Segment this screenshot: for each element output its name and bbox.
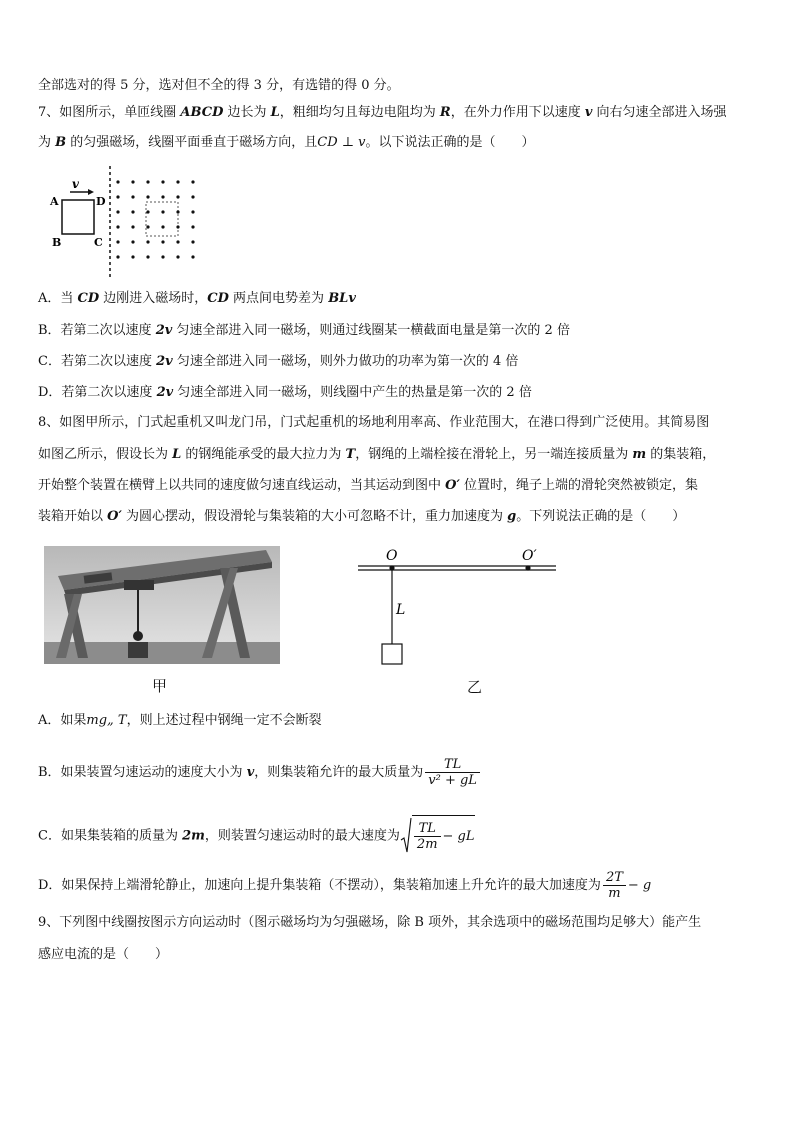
field-dot	[161, 195, 164, 198]
q7-fig-label-A: A	[50, 195, 59, 208]
q8-stem-line2: 如图乙所示，假设长为 L 的钢绳能承受的最大拉力为 T，钢绳的上端栓接在滑轮上，另一端连接质量为 m 的集装箱，	[38, 447, 716, 462]
field-dot	[146, 240, 149, 243]
q8-option-d: D．如果保持上端滑轮静止，加速向上提升集装箱（不摆动），集装箱加速上升允许的最大加速度为 $\frac{2T}{m}$ − g	[38, 870, 652, 901]
field-dot	[116, 255, 119, 258]
label-L: L	[396, 602, 406, 618]
q7-option-a: A．当 CD 边刚进入磁场时，CD 两点间电势差为 BLv	[38, 291, 356, 306]
q7-fig-label-D: D	[96, 195, 106, 208]
label-O-prime: O′	[522, 548, 537, 564]
q8-option-b-fraction: $\frac{TL}{\text{v² + gL}}$	[425, 757, 480, 788]
label-O: O	[386, 548, 398, 564]
magnetic-field-dots	[116, 180, 194, 258]
container-box	[382, 644, 402, 664]
field-dot	[146, 180, 149, 183]
field-dot	[176, 195, 179, 198]
field-dot	[161, 210, 164, 213]
field-dot	[131, 195, 134, 198]
field-dot	[176, 240, 179, 243]
coil-square	[62, 200, 94, 234]
pendulum-diagram	[352, 544, 560, 670]
coil-final-position	[146, 202, 178, 236]
q7-stem-line2: 为 B 的匀强磁场，线圈平面垂直于磁场方向，且CD ⊥ v。以下说法正确的是（ ）	[38, 135, 535, 150]
field-dot	[161, 180, 164, 183]
pulley-O-prime	[525, 565, 530, 570]
q9-stem-line2: 感应电流的是（ ）	[38, 947, 169, 962]
field-dot	[131, 240, 134, 243]
field-dot	[176, 180, 179, 183]
q7-stem-line1: 7、如图所示，单匝线圈 ABCD 边长为 L，粗细均匀且每边电阻均为 R，在外力作用下以速度 v 向右匀速全部进入场强	[38, 105, 727, 120]
field-dot	[191, 255, 194, 258]
field-dot	[116, 225, 119, 228]
q8-option-d-fraction: $\frac{2T}{m}$	[603, 870, 626, 901]
q7-magnetic-field-figure	[44, 162, 204, 282]
q7-fig-label-v: v	[72, 177, 79, 191]
field-dot	[176, 210, 179, 213]
field-dot	[116, 195, 119, 198]
field-dot	[161, 225, 164, 228]
field-dot	[131, 255, 134, 258]
photo-caption-jia: 甲	[152, 677, 168, 695]
q8-stem-line4: 装箱开始以 O′ 为圆心摆动，假设滑轮与集装箱的大小可忽略不计，重力加速度为 g。下列说法正确的是（ ）	[38, 509, 686, 524]
field-dot	[161, 240, 164, 243]
field-dot	[146, 255, 149, 258]
q7-option-d: D．若第二次以速度 2v 匀速全部进入同一磁场，则线圈中产生的热量是第一次的 2 倍	[38, 385, 532, 400]
field-dot	[131, 210, 134, 213]
q7-option-b: B．若第二次以速度 2v 匀速全部进入同一磁场，则通过线圈某一横截面电量是第一次的 2 倍	[38, 323, 570, 338]
gantry-crane-photo	[44, 546, 280, 664]
q7-fig-label-B: B	[52, 236, 62, 249]
q8-option-c: C．如果集装箱的质量为 2m，则装置匀速运动时的最大速度为 $\frac{TL}{2m}$ − gL	[38, 815, 475, 857]
field-dot	[116, 240, 119, 243]
q9-stem-line1: 9、下列图中线圈按图示方向运动时（图示磁场均为匀强磁场，除 B 项外，其余选项中的磁场范围均足够大）能产生	[38, 915, 702, 930]
field-dot	[146, 210, 149, 213]
field-dot	[191, 195, 194, 198]
field-dot	[176, 255, 179, 258]
q8-stem-line1: 8、如图甲所示，门式起重机又叫龙门吊，门式起重机的场地利用率高、作业范围大，在港口得到广泛使用。其简易图	[38, 415, 710, 430]
pulley-O	[389, 565, 394, 570]
sqrt-icon	[400, 816, 412, 857]
field-dot	[191, 210, 194, 213]
field-dot	[161, 255, 164, 258]
q8-option-b: B．如果装置匀速运动的速度大小为 v，则集装箱允许的最大质量为 $\frac{TL}{\text{v² + gL}}$	[38, 753, 482, 793]
field-dot	[191, 240, 194, 243]
field-dot	[176, 225, 179, 228]
q8-option-a: A．如果mg„ T，则上述过程中钢绳一定不会断裂	[38, 713, 322, 728]
field-dot	[191, 225, 194, 228]
field-dot	[131, 180, 134, 183]
q7-option-c: C．若第二次以速度 2v 匀速全部进入同一磁场，则外力做功的功率为第一次的 4 倍	[38, 354, 519, 369]
instruction-line: 全部选对的得 5 分，选对但不全的得 3 分，有选错的得 0 分。	[38, 78, 400, 93]
q8-option-c-fraction: $\frac{TL}{2m}$	[414, 821, 441, 852]
q7-fig-label-C: C	[94, 236, 103, 249]
q8-stem-line3: 开始整个装置在横臂上以共同的速度做匀速直线运动，当其运动到图中 O′ 位置时，绳子上端的滑轮突然被锁定，集	[38, 478, 699, 493]
field-dot	[131, 225, 134, 228]
field-dot	[116, 210, 119, 213]
diagram-caption-yi: 乙	[467, 678, 483, 696]
field-dot	[146, 195, 149, 198]
field-dot	[146, 225, 149, 228]
field-dot	[191, 180, 194, 183]
field-dot	[116, 180, 119, 183]
